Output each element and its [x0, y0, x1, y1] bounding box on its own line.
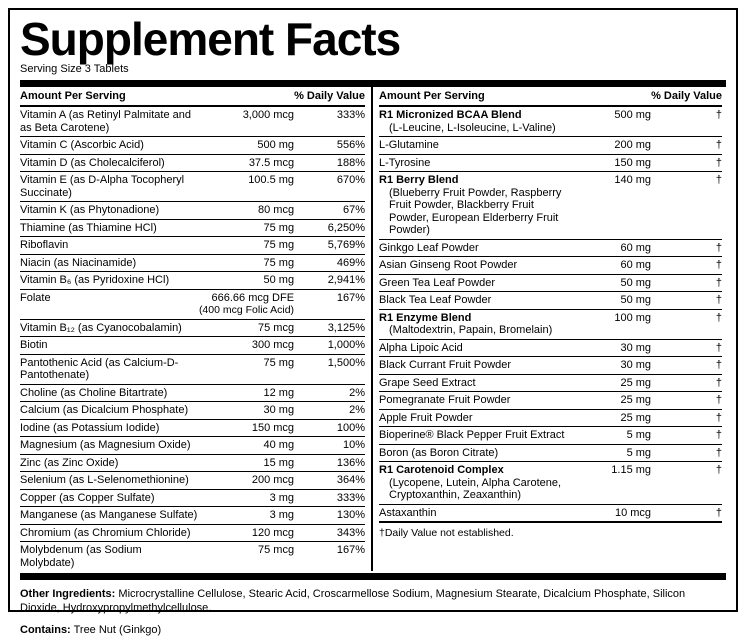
table-row — [20, 524, 365, 542]
nutrient-daily-value: † — [651, 339, 722, 357]
header-daily-value: % Daily Value — [294, 87, 365, 106]
table-row — [379, 257, 722, 275]
nutrient-name: L-Glutamine — [379, 137, 577, 155]
nutrient-name: Pomegranate Fruit Powder — [379, 392, 577, 410]
nutrient-name: Green Tea Leaf Powder — [379, 274, 577, 292]
nutrient-daily-value: † — [651, 427, 722, 445]
nutrient-amount: 500 mg — [199, 137, 294, 155]
nutrient-daily-value: † — [651, 172, 722, 240]
table-row — [379, 292, 722, 310]
nutrient-daily-value: 1,500% — [294, 354, 365, 384]
table-row — [379, 462, 722, 505]
nutrient-amount: 5 mg — [577, 427, 651, 445]
nutrient-name: Vitamin K (as Phytonadione) — [20, 202, 199, 220]
nutrient-amount: 100 mg — [577, 309, 651, 339]
nutrient-daily-value: 130% — [294, 507, 365, 525]
nutrient-amount: 30 mg — [199, 402, 294, 420]
nutrient-name: L-Tyrosine — [379, 154, 577, 172]
nutrient-amount: 1.15 mg — [577, 462, 651, 505]
nutrient-amount: 150 mg — [577, 154, 651, 172]
divider-bottom — [20, 573, 726, 580]
nutrient-sub-ingredients: (Blueberry Fruit Powder, Raspberry Fruit Powder, Blackberry Fruit Powder, European Elderberry Fruit Powder) — [389, 186, 562, 236]
nutrient-daily-value: 167% — [336, 544, 365, 556]
nutrient-amount: 30 mg — [577, 339, 651, 357]
header-daily-value: % Daily Value — [651, 87, 722, 106]
nutrient-daily-value: 10% — [294, 437, 365, 455]
table-row — [20, 319, 365, 337]
nutrient-daily-value: † — [651, 292, 722, 310]
table-row — [20, 154, 365, 172]
table-row — [379, 309, 722, 339]
nutrient-name: Ginkgo Leaf Powder — [379, 239, 577, 257]
nutrient-name: Vitamin E (as D-Alpha Tocopheryl Succinate) — [20, 172, 199, 202]
table-row — [20, 354, 365, 384]
nutrient-daily-value: † — [651, 462, 722, 505]
nutrient-name: R1 Carotenoid Complex (Lycopene, Lutein, Alpha Carotene, Cryptoxanthin, Zeaxanthin) — [379, 462, 577, 505]
nutrient-daily-value: 6,250% — [294, 219, 365, 237]
nutrient-name: Alpha Lipoic Acid — [379, 339, 577, 357]
label-frame — [8, 8, 738, 636]
nutrient-name: Astaxanthin — [379, 506, 437, 519]
table-row — [379, 504, 722, 521]
other-ingredients-text: Microcrystalline Cellulose, Stearic Acid, Croscarmellose Sodium, Magnesium Stearate, Dicalcium Phosphate, Silicon Dioxide, Hydroxypropylmethylcellulose. — [20, 588, 686, 614]
contains-heading: Contains: — [20, 624, 71, 636]
nutrient-amount: 60 mg — [577, 239, 651, 257]
nutrient-daily-value: 2,941% — [294, 272, 365, 290]
table-row — [379, 274, 722, 292]
nutrient-name: R1 Berry Blend (Blueberry Fruit Powder, Raspberry Fruit Powder, Blackberry Fruit Powder, European Elderberry Fruit Powder) — [379, 172, 577, 240]
right-column — [371, 87, 722, 571]
nutrient-name: Biotin — [20, 337, 199, 355]
nutrient-name: Copper (as Copper Sulfate) — [20, 489, 199, 507]
nutrient-amount: 80 mcg — [199, 202, 294, 220]
nutrient-daily-value: 1,000% — [294, 337, 365, 355]
nutrient-name: Calcium (as Dicalcium Phosphate) — [20, 402, 199, 420]
nutrient-daily-value: † — [651, 154, 722, 172]
table-row — [379, 106, 722, 137]
table-row — [20, 542, 365, 572]
table-row — [20, 402, 365, 420]
nutrient-amount: 5 mg — [577, 444, 651, 462]
nutrient-name: Boron (as Boron Citrate) — [379, 444, 577, 462]
nutrient-daily-value: † — [651, 409, 722, 427]
table-row — [20, 106, 365, 137]
nutrient-amount: 3,000 mcg — [199, 106, 294, 137]
nutrient-amount: 15 mg — [199, 454, 294, 472]
nutrient-daily-value: † — [715, 506, 722, 519]
table-row — [20, 272, 365, 290]
nutrient-name: Vitamin A (as Retinyl Palmitate and as Beta Carotene) — [20, 106, 199, 137]
nutrient-daily-value: 100% — [294, 419, 365, 437]
nutrient-daily-value: † — [651, 357, 722, 375]
nutrient-daily-value: 364% — [294, 472, 365, 490]
nutrient-amount: 140 mg — [577, 172, 651, 240]
serving-size: Serving Size 3 Tablets — [20, 63, 129, 75]
nutrient-name: Zinc (as Zinc Oxide) — [20, 454, 199, 472]
nutrient-amount: 500 mg — [577, 106, 651, 137]
table-row — [20, 219, 365, 237]
nutrient-amount: 200 mcg — [199, 472, 294, 490]
nutrient-name: Molybdenum (as Sodium Molybdate) — [20, 544, 142, 569]
nutrient-name: Black Currant Fruit Powder — [379, 357, 577, 375]
nutrient-daily-value: 136% — [294, 454, 365, 472]
nutrient-name: Folate — [20, 289, 199, 319]
table-row — [379, 374, 722, 392]
nutrient-daily-value: † — [651, 374, 722, 392]
table-row — [379, 137, 722, 155]
header-amount-spacer — [199, 87, 294, 106]
table-header-row — [379, 87, 722, 106]
right-nutrient-table — [379, 87, 722, 521]
nutrient-name: Grape Seed Extract — [379, 374, 577, 392]
table-row — [20, 254, 365, 272]
table-row — [20, 419, 365, 437]
table-row — [20, 437, 365, 455]
nutrient-daily-value: † — [651, 137, 722, 155]
nutrient-sub-ingredients: (L-Leucine, L-Isoleucine, L-Valine) — [389, 121, 556, 134]
nutrient-name: Vitamin B₁₂ (as Cyanocobalamin) — [20, 319, 199, 337]
nutrient-amount: 25 mg — [577, 392, 651, 410]
nutrient-daily-value: † — [651, 239, 722, 257]
nutrient-amount: 75 mg — [199, 254, 294, 272]
table-row — [379, 154, 722, 172]
nutrient-amount: 3 mg — [199, 489, 294, 507]
nutrient-daily-value: † — [651, 392, 722, 410]
nutrient-amount: 150 mcg — [199, 419, 294, 437]
table-row — [379, 172, 722, 240]
nutrient-daily-value: 67% — [294, 202, 365, 220]
contains-allergens — [20, 623, 726, 637]
nutrient-daily-value: 188% — [294, 154, 365, 172]
nutrient-name: Iodine (as Potassium Iodide) — [20, 419, 199, 437]
nutrient-daily-value: 343% — [294, 524, 365, 542]
nutrient-amount: 10 mcg — [614, 506, 652, 519]
table-row — [379, 339, 722, 357]
nutrient-amount: 40 mg — [199, 437, 294, 455]
nutrient-amount: 100.5 mg — [199, 172, 294, 202]
page-title: Supplement Facts — [20, 13, 401, 65]
nutrient-daily-value: 2% — [294, 402, 365, 420]
nutrient-daily-value: 333% — [294, 489, 365, 507]
footnote: †Daily Value not established. — [379, 527, 514, 539]
nutrient-amount: 75 mg — [199, 237, 294, 255]
nutrient-amount: 50 mg — [199, 272, 294, 290]
table-row — [20, 507, 365, 525]
nutrient-amount: 60 mg — [577, 257, 651, 275]
table-row — [20, 384, 365, 402]
left-nutrient-table — [20, 87, 365, 571]
nutrient-daily-value: † — [651, 309, 722, 339]
nutrient-name: Riboflavin — [20, 237, 199, 255]
nutrient-amount: 37.5 mcg — [199, 154, 294, 172]
nutrient-name: Magnesium (as Magnesium Oxide) — [20, 437, 199, 455]
table-row — [379, 239, 722, 257]
table-row — [20, 237, 365, 255]
nutrient-amount: 666.66 mcg DFE (400 mcg Folic Acid) — [199, 289, 294, 319]
table-row — [379, 444, 722, 462]
table-row — [379, 357, 722, 375]
nutrient-amount: 30 mg — [577, 357, 651, 375]
nutrient-name: Chromium (as Chromium Chloride) — [20, 524, 199, 542]
nutrient-amount: 25 mg — [577, 374, 651, 392]
nutrient-name: Manganese (as Manganese Sulfate) — [20, 507, 199, 525]
nutrient-amount: 75 mg — [199, 219, 294, 237]
table-row — [20, 454, 365, 472]
nutrient-name: R1 Micronized BCAA Blend (L-Leucine, L-Isoleucine, L-Valine) — [379, 106, 577, 137]
table-header-row — [20, 87, 365, 106]
contains-text: Tree Nut (Ginkgo) — [70, 624, 162, 636]
table-row — [20, 472, 365, 490]
nutrient-amount: 25 mg — [577, 409, 651, 427]
nutrient-daily-value: † — [651, 274, 722, 292]
other-ingredients — [20, 587, 726, 615]
nutrient-name: Choline (as Choline Bitartrate) — [20, 384, 199, 402]
nutrient-amount: 50 mg — [577, 292, 651, 310]
nutrient-amount: 300 mcg — [199, 337, 294, 355]
nutrient-name: Vitamin C (Ascorbic Acid) — [20, 137, 199, 155]
nutrient-name: Niacin (as Niacinamide) — [20, 254, 199, 272]
nutrient-amount: 75 mcg — [199, 319, 294, 337]
nutrient-daily-value: † — [651, 444, 722, 462]
nutrient-daily-value: † — [651, 106, 722, 137]
nutrient-name: Vitamin B₆ (as Pyridoxine HCl) — [20, 272, 199, 290]
table-row — [20, 289, 365, 319]
left-column — [20, 87, 371, 571]
facts-columns — [20, 87, 726, 571]
table-row — [379, 392, 722, 410]
nutrient-amount: 50 mg — [577, 274, 651, 292]
table-row — [379, 409, 722, 427]
nutrient-sub-ingredients: (Lycopene, Lutein, Alpha Carotene, Cryptoxanthin, Zeaxanthin) — [389, 476, 562, 501]
nutrient-name: Apple Fruit Powder — [379, 409, 577, 427]
nutrient-daily-value: 167% — [294, 289, 365, 319]
nutrient-amount: 12 mg — [199, 384, 294, 402]
nutrient-name: Thiamine (as Thiamine HCl) — [20, 219, 199, 237]
nutrient-daily-value: 333% — [294, 106, 365, 137]
other-ingredients-heading: Other Ingredients: — [20, 588, 116, 600]
nutrient-daily-value: 469% — [294, 254, 365, 272]
nutrient-amount-sub: (400 mcg Folic Acid) — [198, 304, 295, 316]
nutrient-name: Black Tea Leaf Powder — [379, 292, 577, 310]
nutrient-amount: 75 mg — [199, 354, 294, 384]
nutrient-name: Pantothenic Acid (as Calcium-D-Pantothenate) — [20, 354, 199, 384]
nutrient-sub-ingredients: (Maltodextrin, Papain, Bromelain) — [389, 324, 553, 336]
nutrient-daily-value: 3,125% — [294, 319, 365, 337]
nutrient-daily-value: 670% — [294, 172, 365, 202]
header-amount-spacer — [577, 87, 651, 106]
nutrient-amount: 120 mcg — [199, 524, 294, 542]
bottom-section — [20, 587, 726, 637]
nutrient-amount: 200 mg — [577, 137, 651, 155]
table-row — [20, 137, 365, 155]
divider-top — [20, 80, 726, 87]
nutrient-daily-value: 2% — [294, 384, 365, 402]
nutrient-name: Selenium (as L-Selenomethionine) — [20, 472, 199, 490]
table-row — [20, 172, 365, 202]
header-amount-per-serving: Amount Per Serving — [20, 87, 199, 106]
nutrient-name: R1 Enzyme Blend (Maltodextrin, Papain, Bromelain) — [379, 309, 577, 339]
nutrient-name: Asian Ginseng Root Powder — [379, 257, 577, 275]
table-row — [20, 202, 365, 220]
table-row — [20, 337, 365, 355]
nutrient-daily-value: 556% — [294, 137, 365, 155]
table-row — [379, 427, 722, 445]
nutrient-name: Bioperine® Black Pepper Fruit Extract — [379, 427, 577, 445]
nutrient-amount: 75 mcg — [257, 544, 295, 556]
nutrient-amount: 3 mg — [199, 507, 294, 525]
nutrient-daily-value: † — [651, 257, 722, 275]
header-amount-per-serving: Amount Per Serving — [379, 87, 577, 106]
table-row — [20, 489, 365, 507]
nutrient-daily-value: 5,769% — [294, 237, 365, 255]
nutrient-name: Vitamin D (as Cholecalciferol) — [20, 154, 199, 172]
